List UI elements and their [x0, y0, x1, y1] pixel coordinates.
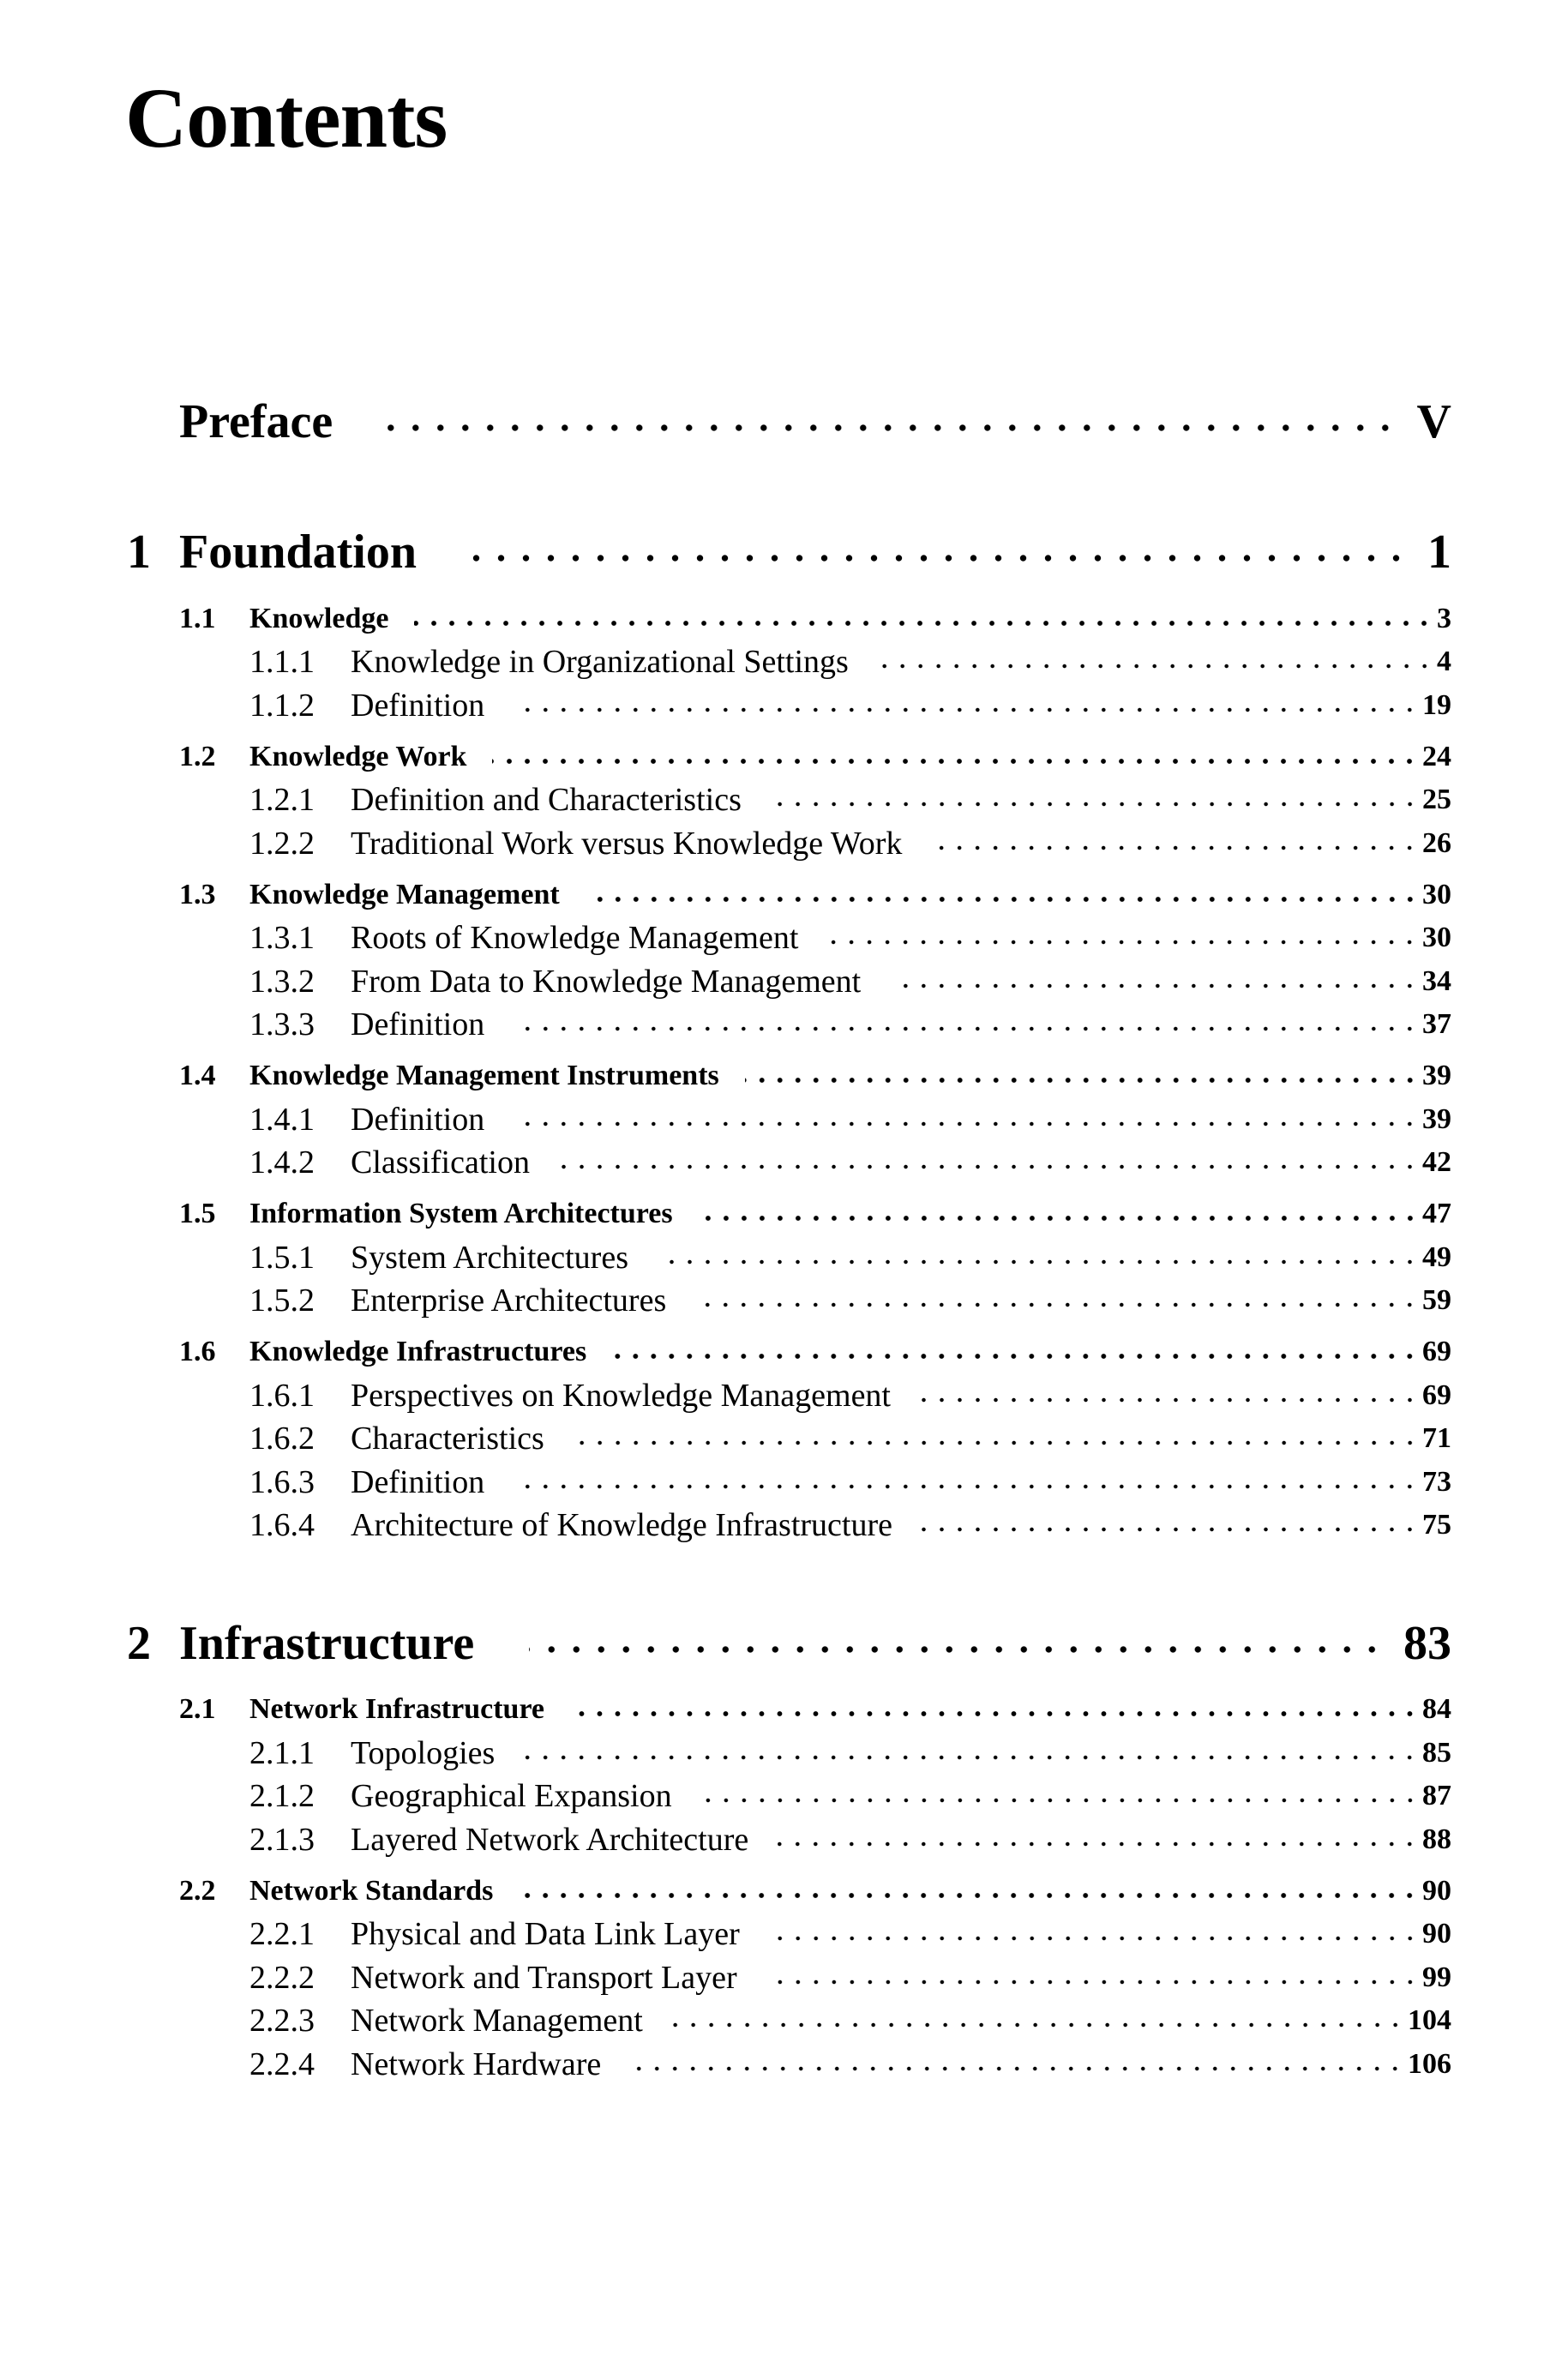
entry-title: Network Standards [249, 1874, 494, 1907]
dot-leader [658, 1258, 1419, 1266]
entry-number: 1.6.4 [249, 1507, 315, 1544]
entry-title: Information System Architectures [249, 1198, 673, 1229]
entry-page-number: 42 [1422, 1146, 1451, 1179]
entry-title: Infrastructure [179, 1616, 475, 1670]
dot-leader [701, 1796, 1419, 1805]
toc-entry-sub[interactable] [127, 2043, 1451, 2087]
entry-title: Network Management [351, 2003, 643, 2040]
toc-entry-sub[interactable] [127, 1999, 1451, 2043]
entry-page-number: 69 [1422, 1379, 1451, 1411]
entry-number: 1.1 [179, 602, 216, 634]
entry-page-number: 19 [1422, 688, 1451, 721]
entry-number: 1.2.1 [249, 782, 315, 819]
toc-entry-sub[interactable] [127, 1417, 1451, 1461]
toc-entry-sub[interactable] [127, 1913, 1451, 1956]
toc-entry-chapter[interactable] [127, 518, 1451, 586]
entry-title: Perspectives on Knowledge Management [351, 1377, 891, 1414]
entry-page-number: 99 [1422, 1961, 1451, 1993]
dot-leader [778, 1840, 1419, 1848]
entry-number: 1.3.2 [249, 963, 315, 1000]
entry-number: 1.2 [179, 740, 216, 772]
entry-page-number: 88 [1422, 1823, 1451, 1855]
entry-title: Classification [351, 1144, 530, 1181]
toc-entry-sub[interactable] [127, 1003, 1451, 1047]
dot-leader [414, 619, 1433, 628]
entry-title: Definition [351, 1101, 485, 1138]
toc-entry-sub[interactable] [127, 822, 1451, 866]
dot-leader [524, 1753, 1419, 1762]
entry-title: Network and Transport Layer [351, 1959, 737, 1996]
dot-leader [519, 1891, 1419, 1900]
entry-title: Roots of Knowledge Management [351, 920, 799, 957]
entry-title: Knowledge Infrastructures [249, 1336, 587, 1367]
entry-title: Definition [351, 687, 485, 724]
toc-entry-chapter[interactable] [127, 1609, 1451, 1678]
dot-leader [529, 1644, 1385, 1655]
dot-leader [514, 706, 1419, 714]
entry-page-number: 34 [1422, 964, 1451, 997]
page-title: Contents [125, 70, 448, 165]
dot-leader [890, 982, 1419, 990]
entry-number: 1.6.2 [249, 1421, 315, 1457]
entry-number: 1.6 [179, 1336, 216, 1367]
entry-title: Preface [179, 395, 333, 448]
toc-entry-section[interactable] [127, 1193, 1451, 1236]
entry-number: 1.1.1 [249, 644, 315, 681]
entry-page-number: 73 [1422, 1465, 1451, 1498]
entry-title: Traditional Work versus Knowledge Work [351, 825, 903, 862]
entry-title: Physical and Data Link Layer [351, 1916, 740, 1953]
entry-page-number: 30 [1422, 878, 1451, 910]
entry-title: Layered Network Architecture [351, 1821, 749, 1858]
entry-page-number: 90 [1422, 1874, 1451, 1907]
entry-title: Topologies [351, 1734, 496, 1771]
dot-leader [387, 423, 1397, 433]
entry-title: Enterprise Architectures [351, 1283, 667, 1319]
dot-leader [492, 757, 1419, 766]
toc-entry-sub[interactable] [127, 1818, 1451, 1862]
entry-title: Knowledge Management Instruments [249, 1060, 719, 1091]
toc-entry-sub[interactable] [127, 1141, 1451, 1185]
entry-number: 2.2.1 [249, 1916, 315, 1953]
entry-title: Network Infrastructure [249, 1693, 545, 1725]
entry-number: 1.5.2 [249, 1283, 315, 1319]
dot-leader [922, 1525, 1419, 1534]
entry-page-number: 85 [1422, 1736, 1451, 1769]
toc-entry-sub[interactable] [127, 1236, 1451, 1280]
entry-number: 1.4 [179, 1060, 216, 1091]
toc-entry-sub[interactable] [127, 778, 1451, 822]
dot-leader [472, 553, 1409, 563]
entry-page-number: 3 [1437, 602, 1451, 634]
entry-number: 2.1 [179, 1693, 216, 1725]
dot-leader [514, 1482, 1419, 1491]
dot-leader [766, 1978, 1419, 1986]
dot-leader [574, 1439, 1419, 1447]
entry-title: Characteristics [351, 1421, 544, 1457]
entry-page-number: V [1416, 395, 1451, 448]
dot-leader [920, 1396, 1419, 1404]
dot-leader [745, 1076, 1419, 1084]
entry-page-number: 30 [1422, 922, 1451, 954]
dot-leader [699, 1214, 1419, 1223]
entry-page-number: 84 [1422, 1693, 1451, 1725]
entry-title: Definition [351, 1006, 485, 1043]
table-of-contents [127, 387, 1451, 2086]
entry-number: 2.2.3 [249, 2003, 315, 2040]
dot-leader [514, 1024, 1419, 1033]
entry-page-number: 49 [1422, 1241, 1451, 1273]
entry-number: 2.2.2 [249, 1959, 315, 1996]
toc-entry-sub[interactable] [127, 916, 1451, 960]
toc-entry-section[interactable] [127, 1688, 1451, 1732]
entry-page-number: 37 [1422, 1008, 1451, 1041]
entry-number: 2.1.2 [249, 1778, 315, 1815]
entry-number: 2.2.4 [249, 2046, 315, 2082]
entry-number: 2.1.3 [249, 1821, 315, 1858]
entry-number: 1.1.2 [249, 687, 315, 724]
entry-page-number: 69 [1422, 1336, 1451, 1367]
entry-title: Knowledge in Organizational Settings [351, 644, 849, 681]
entry-title: System Architectures [351, 1239, 628, 1276]
entry-title: Knowledge Work [249, 740, 467, 772]
toc-entry-sub[interactable] [127, 1775, 1451, 1818]
toc-entry-sub[interactable] [127, 1279, 1451, 1323]
entry-title: Knowledge [249, 602, 389, 634]
entry-page-number: 106 [1408, 2047, 1451, 2080]
entry-page-number: 75 [1422, 1509, 1451, 1541]
entry-number: 1.6.1 [249, 1377, 315, 1414]
entry-title: Knowledge Management [249, 878, 560, 910]
entry-title: Definition and Characteristics [351, 782, 742, 819]
entry-page-number: 47 [1422, 1198, 1451, 1229]
entry-page-number: 24 [1422, 740, 1451, 772]
toc-entry-sub[interactable] [127, 960, 1451, 1004]
entry-number: 1.3 [179, 878, 216, 910]
toc-entry-sub[interactable] [127, 1504, 1451, 1547]
toc-entry-section[interactable] [127, 873, 1451, 916]
dot-leader [586, 895, 1419, 904]
entry-number: 2.1.1 [249, 1734, 315, 1771]
dot-leader [695, 1301, 1419, 1309]
entry-page-number: 59 [1422, 1284, 1451, 1317]
toc-entry-sub[interactable] [127, 684, 1451, 728]
dot-leader [514, 1120, 1419, 1128]
entry-number: 1.5 [179, 1198, 216, 1229]
toc-entry-section[interactable] [127, 1331, 1451, 1374]
entry-number: 1.3.1 [249, 920, 315, 957]
entry-number: 1.2.2 [249, 825, 315, 862]
dot-leader [878, 662, 1433, 670]
dot-leader [570, 1709, 1419, 1718]
entry-number: 1 [127, 526, 151, 579]
toc-entry-sub[interactable] [127, 1956, 1451, 2000]
entry-page-number: 1 [1427, 526, 1451, 579]
entry-title: Architecture of Knowledge Infrastructure [351, 1507, 892, 1544]
entry-page-number: 25 [1422, 784, 1451, 816]
toc-entry-sub[interactable] [127, 1461, 1451, 1505]
entry-page-number: 4 [1437, 646, 1451, 678]
dot-leader [827, 938, 1419, 946]
entry-page-number: 71 [1422, 1422, 1451, 1455]
entry-title: Network Hardware [351, 2046, 602, 2082]
entry-number: 2 [127, 1616, 151, 1670]
entry-number: 1.4.2 [249, 1144, 315, 1181]
dot-leader [612, 1352, 1419, 1361]
toc-entry-section[interactable] [127, 1054, 1451, 1098]
toc-entry-preface[interactable] [127, 387, 1451, 456]
entry-title: Foundation [179, 526, 417, 579]
entry-number: 1.6.3 [249, 1463, 315, 1500]
entry-number: 1.3.3 [249, 1006, 315, 1043]
toc-entry-section[interactable] [127, 597, 1451, 640]
entry-page-number: 90 [1422, 1918, 1451, 1950]
toc-entry-sub[interactable] [127, 1732, 1451, 1775]
toc-entry-sub[interactable] [127, 1098, 1451, 1142]
entry-title: Definition [351, 1463, 485, 1500]
entry-title: From Data to Knowledge Management [351, 963, 862, 1000]
dot-leader [931, 844, 1419, 852]
toc-entry-sub[interactable] [127, 1374, 1451, 1418]
entry-page-number: 83 [1403, 1616, 1451, 1670]
entry-page-number: 39 [1422, 1102, 1451, 1135]
dot-leader [630, 2064, 1404, 2073]
entry-number: 2.2 [179, 1874, 216, 1907]
entry-page-number: 87 [1422, 1780, 1451, 1812]
entry-page-number: 26 [1422, 826, 1451, 859]
toc-entry-section[interactable] [127, 1869, 1451, 1913]
toc-entry-sub[interactable] [127, 640, 1451, 684]
dot-leader [769, 1934, 1419, 1943]
entry-page-number: 104 [1408, 2004, 1451, 2037]
entry-number: 1.4.1 [249, 1101, 315, 1138]
entry-title: Geographical Expansion [351, 1778, 672, 1815]
toc-entry-section[interactable] [127, 735, 1451, 778]
dot-leader [672, 2021, 1404, 2029]
entry-page-number: 39 [1422, 1060, 1451, 1091]
dot-leader [771, 800, 1419, 808]
dot-leader [559, 1162, 1419, 1171]
entry-number: 1.5.1 [249, 1239, 315, 1276]
